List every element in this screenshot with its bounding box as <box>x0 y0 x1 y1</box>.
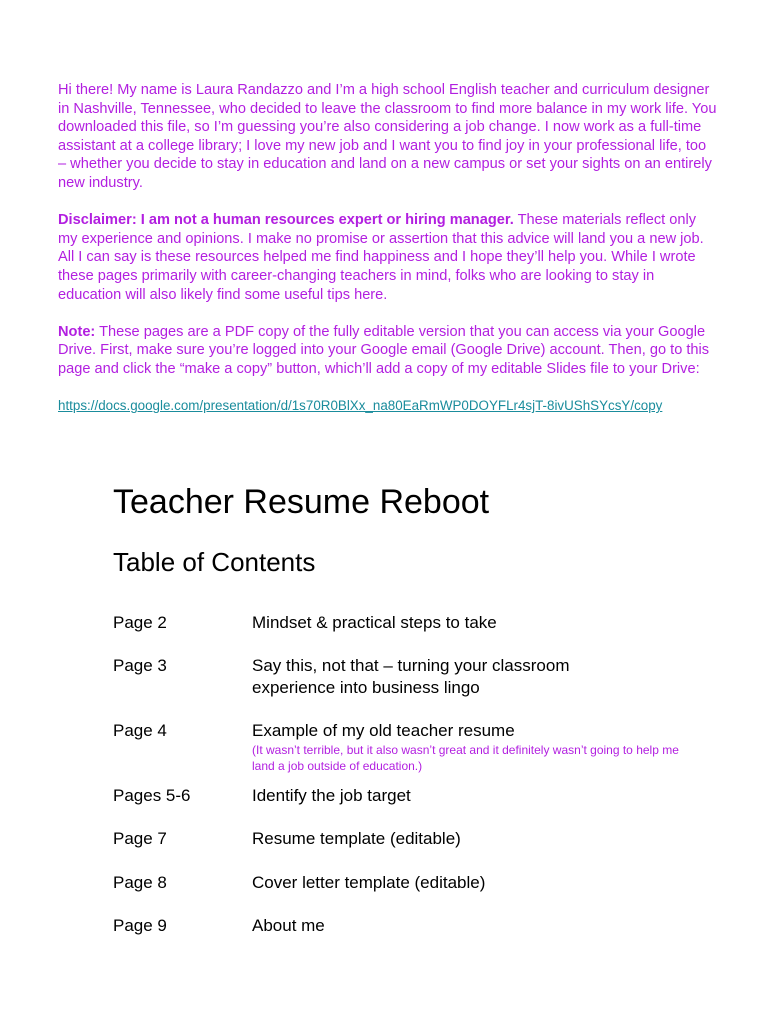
note-label: Note: <box>58 323 96 340</box>
disclaimer-label: Disclaimer: I am not a human resources expert or hiring manager. <box>58 212 514 229</box>
toc-page: Page 7 <box>113 829 167 848</box>
intro-section <box>58 81 718 416</box>
page-title: Teacher Resume Reboot <box>113 483 490 521</box>
toc-description: About me <box>252 916 325 935</box>
intro-paragraph: Hi there! My name is Laura Randazzo and I’m a high school English teacher and curriculum designer in Nashville, Tennessee, who decided to leave the classroom to find more balance in my work life. You downloaded this file, so I’m guessing you’re also considering a job change. I now work as a full-time assistant at a college library; I love my new job and I want you to find joy in your professional life, too – whether you decide to stay in education and land on a new campus or set your sights on an entirely new industry. <box>58 82 717 191</box>
toc-page: Page 9 <box>113 916 167 935</box>
toc-page: Page 3 <box>113 656 167 675</box>
toc-description: Example of my old teacher resume <box>252 721 515 740</box>
toc-description: Identify the job target <box>252 786 411 805</box>
toc-page: Page 4 <box>113 721 167 740</box>
toc-heading: Table of Contents <box>113 547 316 577</box>
toc-description: Mindset & practical steps to take <box>252 613 497 632</box>
disclaimer-paragraph <box>58 211 718 304</box>
toc-page: Page 8 <box>113 873 167 892</box>
toc-description-block <box>252 720 692 774</box>
toc-description: Say this, not that – turning your classroom experience into business lingo <box>252 656 570 697</box>
toc-description: Resume template (editable) <box>252 829 461 848</box>
disclaimer-text: These materials reflect only my experience and opinions. I make no promise or assertion that this advice will land you a new job. All I can say is these resources helped me find happiness and I hope they’ll help you. While I wrote these pages primarily with career-changing teachers in mind, folks who are looking to stay in education will also likely find some useful tips here. <box>58 212 704 303</box>
toc-description: Cover letter template (editable) <box>252 873 486 892</box>
note-text: These pages are a PDF copy of the fully editable version that you can access via your Google Drive. First, make sure you’re logged into your Google email (Google Drive) account. Then, go to this page and click the “make a copy” button, which’ll add a copy of my editable Slides file to your Drive: <box>58 323 710 377</box>
toc-page: Page 2 <box>113 613 167 632</box>
toc-page: Pages 5-6 <box>113 786 191 805</box>
toc-note: (It wasn’t terrible, but it also wasn’t great and it definitely wasn’t going to help me land a job outside of education.) <box>252 743 679 773</box>
copy-link[interactable]: https://docs.google.com/presentation/d/1s70R0BlXx_na80EaRmWP0DOYFLr4sjT-8ivUShSYcsY/copy <box>58 398 663 414</box>
note-paragraph <box>58 323 718 379</box>
